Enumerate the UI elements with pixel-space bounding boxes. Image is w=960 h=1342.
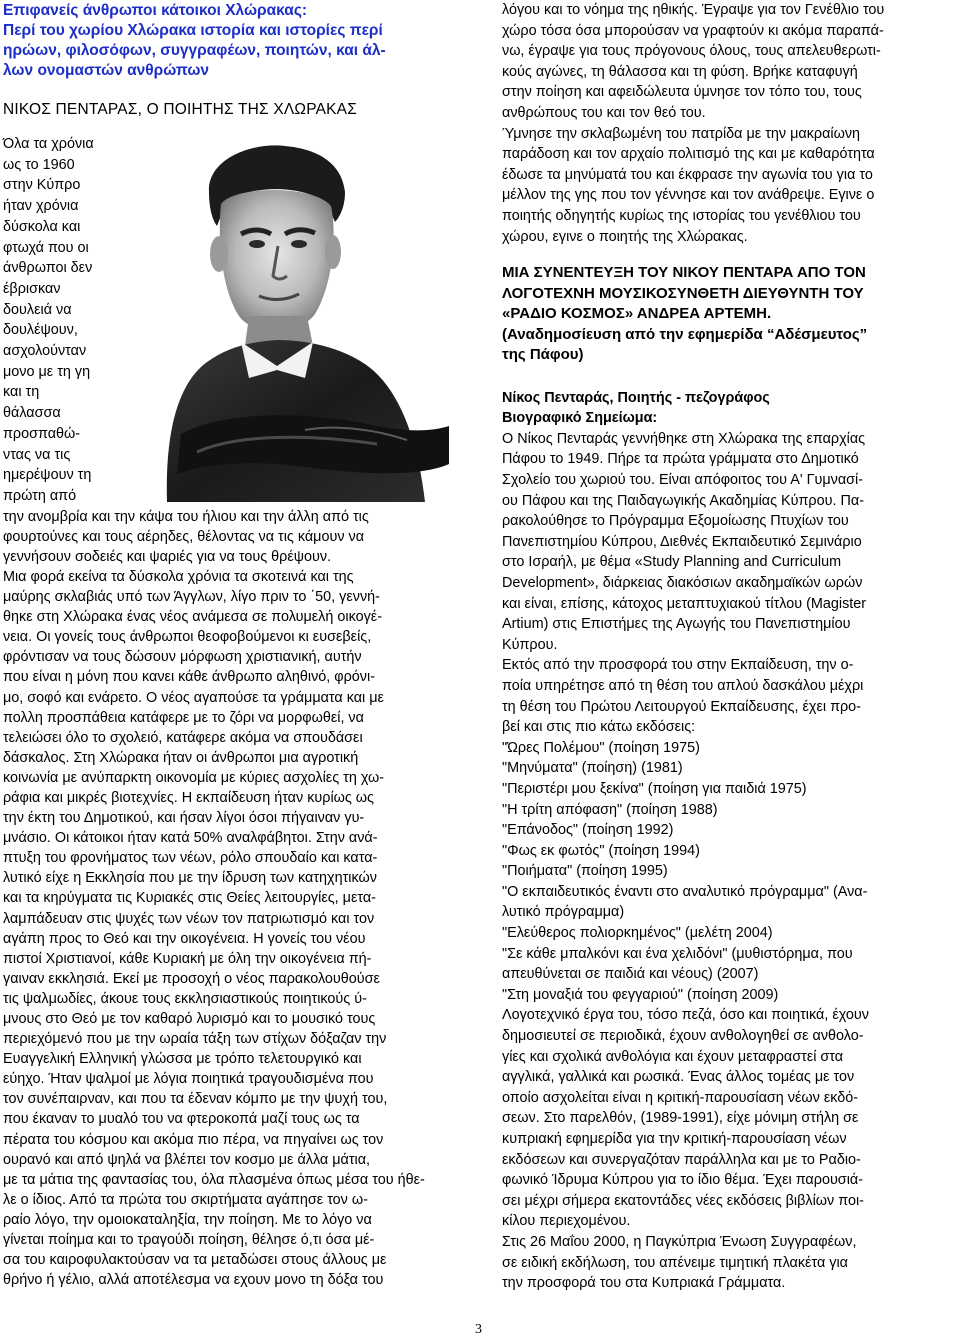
- left-column: [3, 0, 461, 1290]
- header-line: λων ονομαστών ανθρώπων: [3, 62, 210, 79]
- interview-heading: ΜΙΑ ΣΥΝΕΝΤΕΥΞΗ ΤΟΥ ΝΙΚΟΥ ΠΕΝΤΑΡΑ ΑΠΟ ΤΟΝ ΛΟΓΟΤΕΧΝΗ ΜΟΥΣΙΚΟΣΥΝΘΕΤΗ ΔΙΕΥΘΥΝΤΗ ΤΟΥ «ΡΑΔΙΟ ΚΟΣΜΟΣ» ΑΝΔΡΕΑ ΑΡΤΕΜΗ. (Αναδημοσίευση από την εφημερίδα “Αδέσμευτος” της Πάφου): [502, 264, 868, 364]
- photo-side-text: Όλα τα χρόνια ως το 1960 στην Κύπρο ήταν χρόνια δύσκολα και φτωχά που οι άνθρωποι δεν έβρισκαν δουλειά να δουλέψουν, ασχολούνταν μονο με τη γη και τη θάλασσα προσπαθώ- ντας να τις ημερέψουν τη πρώτη από: [3, 136, 94, 504]
- page-number: 3: [475, 1322, 482, 1337]
- header-line: ηρώων, φιλοσόφων, συγγραφέων, ποιητών, και άλ-: [3, 42, 386, 59]
- right-column: [502, 0, 957, 1294]
- photo-wrap: [3, 134, 461, 507]
- series-header: [3, 1, 461, 80]
- right-intro-text: λόγου και το νόημα της ηθικής. Έγραψε για τον Γενέθλιο του χώρο τόσα όσα μπορούσαν να γραφτούν κι ακόμα παραπά- νω, έγραψε για τους πρόγονους όλους, τους απελευθερωτι- κούς αγώνες, τη θάλασσα και τη φύση. Βρήκε καταφυγή στην ποίηση και αφειδώλευτα ύμνησε τον τόπο του, τους ανθρώπους του και τον θεό του. Ύμνησε την σκλαβωμένη του πατρίδα με την μακραίωνη παράδοση και τον αρχαίο πολιτισμό της και με καθαρότητα έδωσε τα μηνύματά του και έκφρασε την αγωνία του για το μέλλον της γης που τον γέννησε και τον ανάθρεψε. Εγινε ο ποιητής οδηγητής κυρίως της ιστορίας του γενέθλιου του χώρου, εγινε ο ποιητής της Χλώρακας.: [502, 2, 885, 245]
- bio-heading: Νίκος Πενταράς, Ποιητής - πεζογράφος Βιογραφικό Σημείωμα:: [502, 389, 770, 427]
- article-title: ΝΙΚΟΣ ΠΕΝΤΑΡΑΣ, Ο ΠΟΙΗΤΗΣ ΤΗΣ ΧΛΩΡΑΚΑΣ: [3, 101, 358, 118]
- header-line: Περί του χωρίου Χλώρακα ιστορία και ιστορίες περί: [3, 22, 383, 39]
- left-body-text: την ανομβρία και την κάψα του ήλιου και την άλλη από τις φουρτούνες και τους αέρηδες, θέλοντας να τις κάμουν να γεννήσουν σοδειές και ψαριές για να τους θρέψουν. Μια φορά εκείνα τα δύσκολα χρόνια τα σκοτεινά και της μαύρης σκλαβιάς υπό των Άγγλων, λίγο πριν το ΄50, γεννή- θηκε στη Χλώρακα ένας νέος ανάμεσα σε πολυμελή οικογέ- νεια. Οι γονείς τους άνθρωποι θεοφοβούμενοι κι ευσεβείς, φρόντισαν να τους δώσουν μόρφωση χριστιανική, αυτήν που είναι η μόνη που κανει κάθε άνθρωπο αληθινό, φρόνι- μο, σοφό και ενάρετο. Ο νέος αγαπούσε τα γράμματα και με πολλη προσπάθεια κατάφερε με το ζόρι να μορφωθεί, να τελειώσει όλο το σχολειό, κατάφερε ακόμα να σπουδάσει δάσκαλος. Στη Χλώρακα ήταν οι άνθρωποι μια αγροτική κοινωνία με ανύπαρκτη οικονομία με κύριες ασχολίες τη χω- ράφια και μικρές βιοτεχνίες. Η εκπαίδευση ήταν κυρίως ως την έκτη του Δημοτικού, και ήσαν λίγοι όσοι πήγαιναν γυ- μνάσιο. Οι κάτοικοι ήταν κατά 50% αναλφάβητοι. Στην ανά- πτυξη του φρονήματος των νέων, ρόλο σπουδαίο και κατα- λυτικό είχε η Εκκλησία που με την ίδρυση των κατηχητικών και τα κηρύγματα τις Κυριακές στις Θείες λειτουργίες, μετα- λαμπάδευαν στις ψυχές των νέων τον πατριωτισμό και τον αγάπη προς το Θεό και την οικογένεια. Η γονείς του νέου πιστοί Χριστιανοί, κάθε Κυριακή με όλη την οικογένεια πή- γαιναν εκκλησιά. Εκεί με προσοχή ο νέος παρακολουθούσε τις ψαλμωδίες, άκουε τους εκκλησιαστικούς ποιητικούς ύ- μνους στο Θεό με τον καθαρό λυρισμό και το μουσικό τους περιεχόμενό που με την ωραία τάξη των στίχων δόξαζαν την Ευαγγελική Ελληνική γλώσσα με τρόπο τελετουργικό και εύηχο. Ήταν ψαλμοί με λόγια ποιητικά τραγουδισμένα που τον συνέπαιρναν, και που τα έδεναν κόμπο με την ψυχή του, που έκαναν το μυαλό του να φτεροκοπά μαζί τους ως τα πέρατα του κόσμου και ακόμα πιο πέρα, να πηγαίνει ως τον ουρανό και από ψηλά να βλέπει τον κοσμο με άλλα μάτια, με τα μάτια της φαντασίας του, όλα πλασμένα όπως μέσα του ήθε- λε ο ίδιος. Από τα πρώτα του σκιρτήματα αγάπησε τον ω- ραίο λόγο, την ομοιοκαταληξία, την ποίηση. Με το λόγο να γίνεται ποίημα και το τραγούδι ποίηση, θέλησε ό,τι όσα μέ- σα του καιροφυλακτούσαν να τα μεταδώσει στους άλλους με θρήνο ή γέλιο, αλλά αποτέλεσμα να εχουν μονο τη δόξα του: [3, 508, 425, 1289]
- header-line: Επιφανείς άνθρωποι κάτοικοι Χλώρακας:: [3, 2, 308, 19]
- author-photo: [137, 134, 455, 502]
- bio-body: Ο Νίκος Πενταράς γεννήθηκε στη Χλώρακα της επαρχίας Πάφου το 1949. Πήρε τα πρώτα γράμματα στο Δημοτικό Σχολείο του χωριού του. Είναι απόφοιτος του Α' Γυμνασί- ου Πάφου και της Παιδαγωγικής Ακαδημίας Κύπρου. Πα- ρακολούθησε το Πρόγραμμα Εξομοίωσης Πτυχίων του Πανεπιστημίου Κύπρου, Διεθνές Εκπαιδευτικό Σεμινάριο στο Ισραήλ, με θέμα «Study Planning and Curriculum Development», διάρκειας διακόσιων ακαδημαϊκών ωρών και είναι, επίσης, κάτοχος μεταπτυχιακού τίτλου (Magister Artium) στις Επιστήμες της Αγωγής του Πανεπιστημίου Κύπρου. Εκτός από την προσφορά του στην Εκπαίδευση, την ο- ποία υπηρέτησε από τη θέση του απλού δασκάλου μέχρι τη θέση του Πρώτου Λειτουργού Εκπαίδευσης, έχει προ- βεί και στις πιο κάτω εκδόσεις: "Ώρες Πολέμου" (ποίηση 1975) "Μηνύματα" (ποίηση) (1981) "Περιστέρι μου ξεκίνα" (ποίηση για παιδιά 1975) "Η τρίτη απόφαση" (ποίηση 1988) "Επάνοδος" (ποίηση 1992) "Φως εκ φωτός" (ποίηση 1994) "Ποιήματα" (ποίηση 1995) "Ο εκπαιδευτικός έναντι στο αναλυτικό πρόγραμμα" (Ανα- λυτικό πρόγραμμα) "Ελεύθερος πολιορκημένος" (μελέτη 2004) "Σε κάθε μπαλκόνι και ένα χελιδόνι" (μυθιστόρημα, που απευθύνεται σε παιδιά και νέους) (2007) "Στη μοναξιά του φεγγαριού" (ποίηση 2009) Λογοτεχνικό έργα του, τόσο πεζά, όσο και ποιητικά, έχουν δημοσιευτεί σε περιοδικά, έχουν ανθολογηθεί σε ανθολο- γίες και σχολικά ανθολόγια και έχουν μεταφραστεί στα αγγλικά, γαλλικά και ρωσικά. Ένας άλλος τομέας με τον οποίο ασχολείται είναι η κριτική-παρουσίαση νέων εκδό- σεων. Στο παρελθόν, (1989-1991), είχε μόνιμη στήλη σε κυπριακή εφημερίδα για την κριτική-παρουσίαση νέων εκδόσεων και συνεργαζόταν παράλληλα και με το Ραδιο- φωνικό Ίδρυμα Κύπρου για το ίδιο θέμα. Έχει παρουσιά- σει μέχρι σήμερα εκατοντάδες νέες εκδόσεις βιβλίων ποι- κίλου περιεχομένου. Στις 26 Μαΐου 2000, η Παγκύπρια Ένωση Συγγραφέων, σε ειδική εκδήλωση, του απένειμε τιμητική πλακέτα για την προσφορά του στα Κυπριακά Γράμματα.: [502, 430, 869, 1292]
